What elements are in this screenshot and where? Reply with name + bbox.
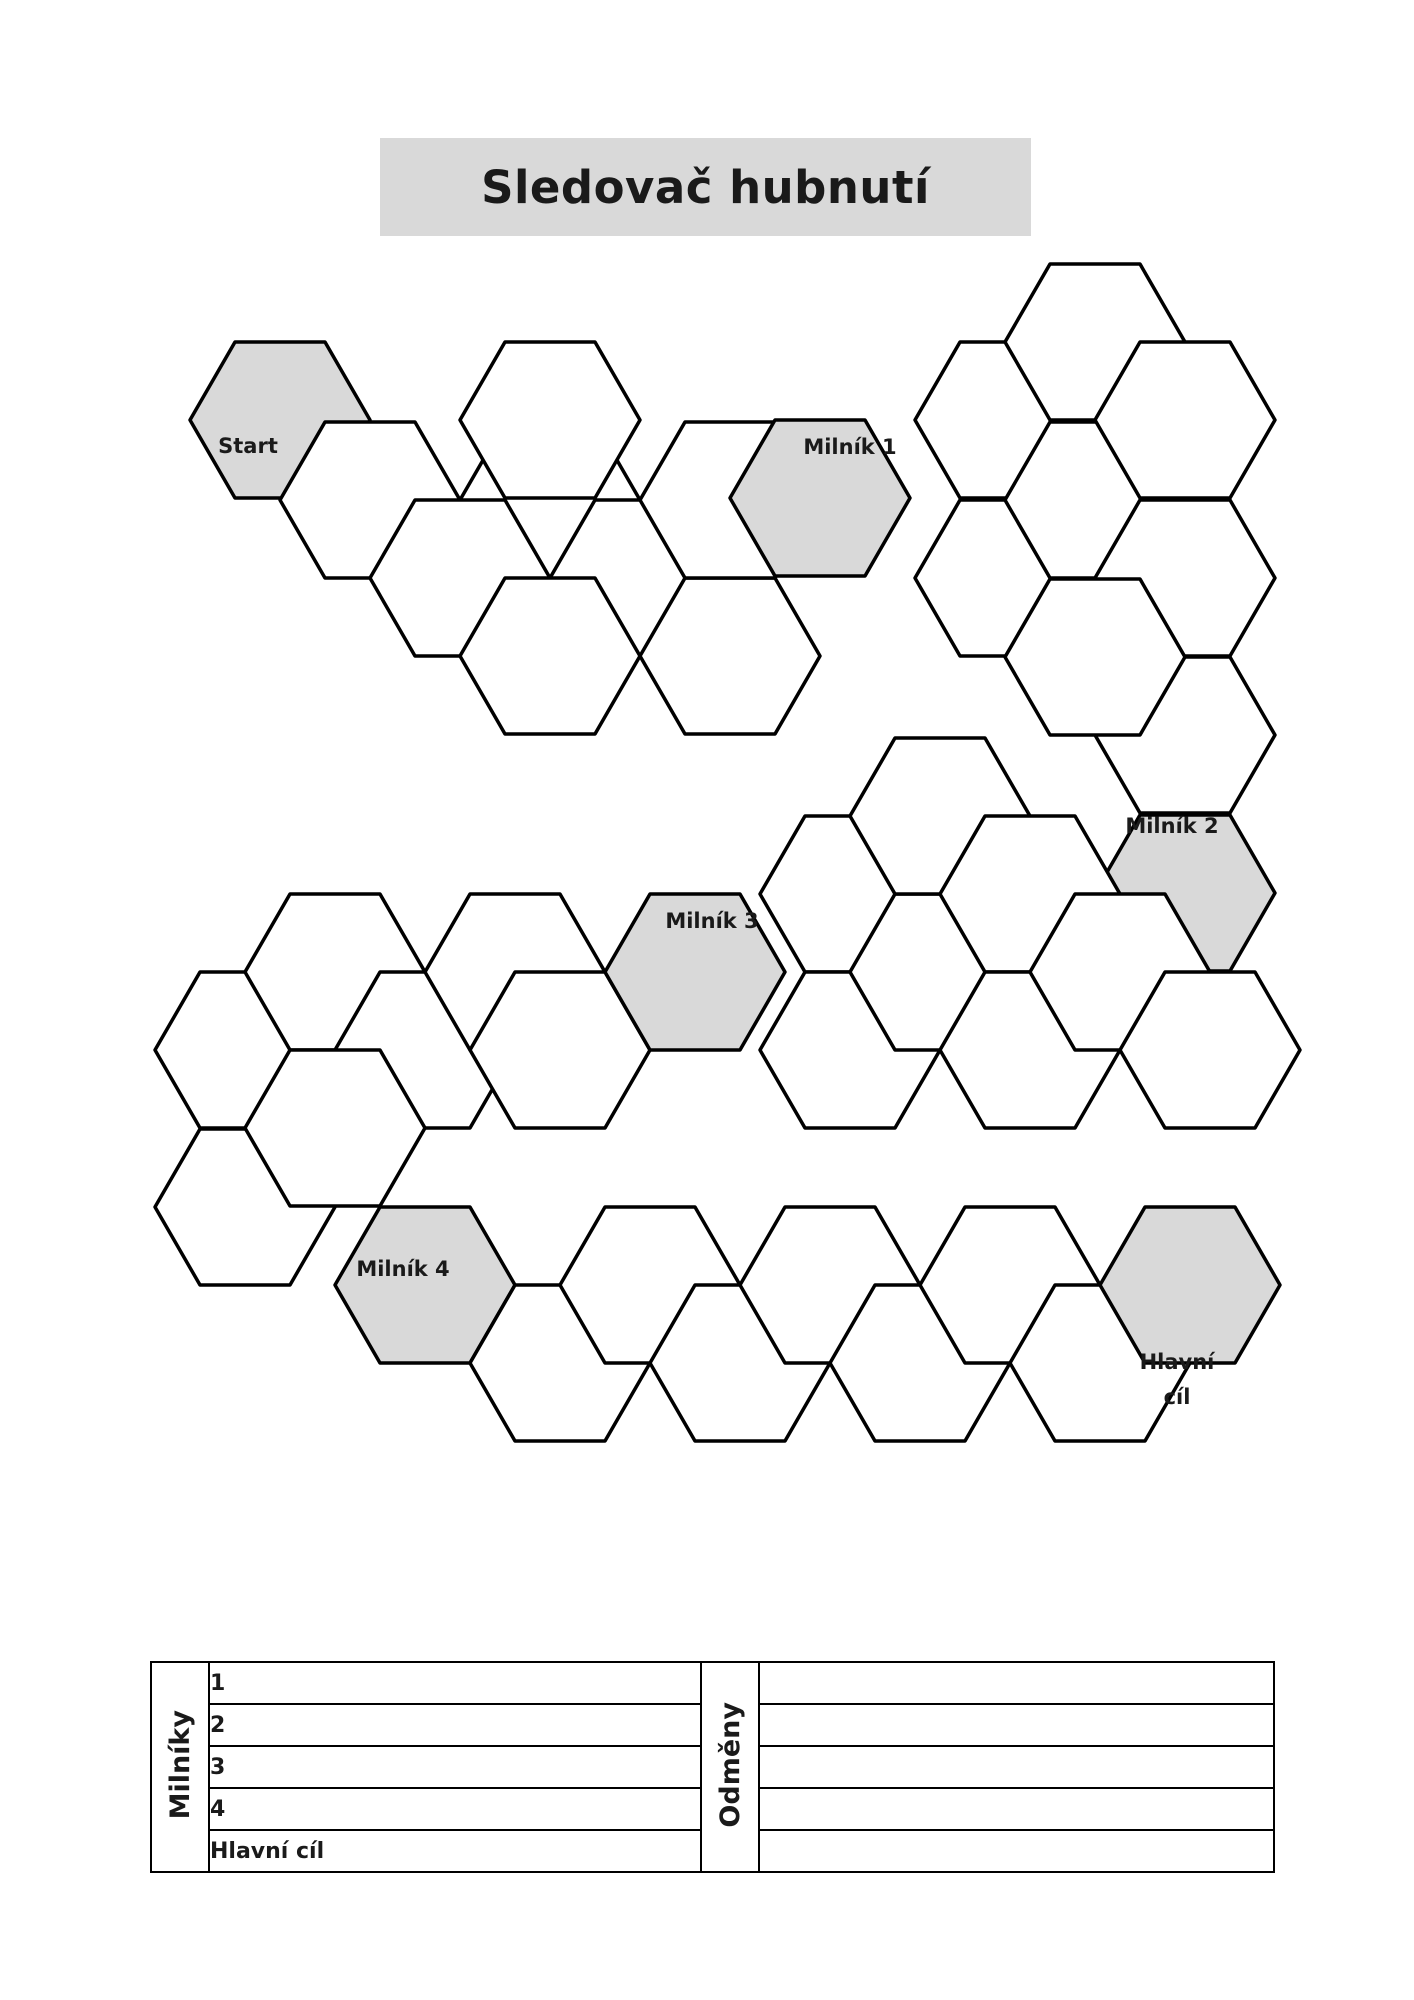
rewards-header-cell <box>701 1662 759 1872</box>
milestone-label-2: 2 <box>209 1704 701 1746</box>
reward-field-main-goal[interactable] <box>759 1830 1274 1872</box>
milestones-header-label: Milníky <box>164 1710 196 1820</box>
reward-field-3[interactable] <box>759 1746 1274 1788</box>
page-title: Sledovač hubnutí <box>481 160 930 214</box>
milestone-label-1: 1 <box>209 1662 701 1704</box>
hex-label-main-goal-line1: Hlavní <box>1139 1350 1215 1374</box>
hex-label-milestone-2: Milník 2 <box>1125 814 1219 838</box>
hex-label-main-goal-line2: cíl <box>1163 1385 1191 1409</box>
hex-label-start: Start <box>218 434 278 458</box>
milestone-label-main-goal: Hlavní cíl <box>209 1830 701 1872</box>
table-row <box>151 1662 1274 1704</box>
milestones-rewards-table <box>150 1661 1267 1864</box>
reward-field-1[interactable] <box>759 1662 1274 1704</box>
hex-label-milestone-4: Milník 4 <box>356 1257 450 1281</box>
milestone-label-3: 3 <box>209 1746 701 1788</box>
milestones-header-cell <box>151 1662 209 1872</box>
hex-label-milestone-1: Milník 1 <box>803 435 897 459</box>
milestone-label-4: 4 <box>209 1788 701 1830</box>
hex-label-milestone-3: Milník 3 <box>665 909 759 933</box>
reward-field-4[interactable] <box>759 1788 1274 1830</box>
rewards-header-label: Odměny <box>714 1702 746 1828</box>
reward-field-2[interactable] <box>759 1704 1274 1746</box>
